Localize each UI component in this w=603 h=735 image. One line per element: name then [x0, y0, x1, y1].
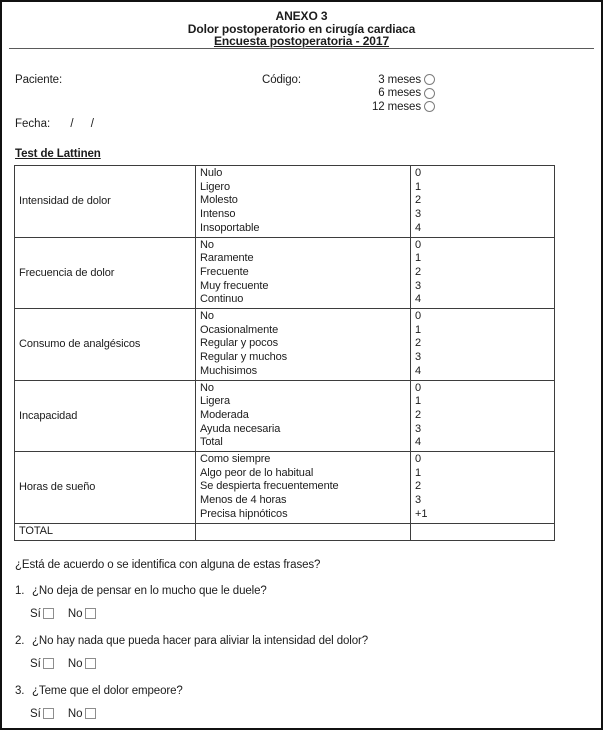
option-label: Se despierta frecuentemente — [200, 480, 339, 493]
question-number: 3. — [15, 685, 25, 697]
header-divider — [9, 48, 594, 49]
si-checkbox-q2[interactable] — [43, 658, 54, 669]
codigo-radio-group — [342, 73, 435, 114]
form-title: ANEXO 3 — [275, 9, 328, 23]
question-block-3 — [15, 685, 591, 721]
form-header — [2, 10, 601, 48]
option-label: Como siempre — [200, 453, 271, 466]
option-label: Molesto — [200, 194, 238, 207]
score-value: 3 — [415, 422, 422, 435]
option-label: Regular y muchos — [200, 351, 288, 364]
values-cell — [411, 452, 555, 524]
question-number: 2. — [15, 635, 25, 647]
option-label: Regular y pocos — [200, 337, 278, 350]
option-label: No — [200, 238, 214, 251]
question-text — [15, 585, 591, 597]
option-label: No — [200, 310, 214, 323]
option-label: Total — [200, 436, 223, 449]
radio-3-meses[interactable] — [424, 74, 435, 85]
options-cell — [196, 237, 411, 309]
option-label: No — [200, 381, 214, 394]
values-cell — [411, 237, 555, 309]
values-cell — [411, 309, 555, 381]
no-label: No — [67, 658, 83, 670]
score-value: 4 — [415, 364, 422, 377]
sino-row — [15, 658, 591, 671]
option-label: Moderada — [200, 408, 249, 421]
option-label: Continuo — [200, 293, 244, 306]
codigo-option-12-meses — [342, 100, 435, 113]
score-value: 0 — [415, 238, 422, 251]
score-value: 0 — [415, 381, 422, 394]
total-score-cell — [411, 523, 555, 540]
question-text — [15, 685, 591, 697]
question-number: 1. — [15, 585, 25, 597]
score-value: 1 — [415, 466, 422, 479]
category-cell: Consumo de analgésicos — [15, 309, 196, 381]
option-label: Raramente — [200, 252, 254, 265]
fecha-field — [15, 118, 94, 130]
options-cell — [196, 452, 411, 524]
radio-6-meses[interactable] — [424, 88, 435, 99]
table-row — [15, 452, 555, 524]
question-block-2 — [15, 635, 591, 671]
values-cell — [411, 166, 555, 238]
no-checkbox-q2[interactable] — [85, 658, 96, 669]
lattinen-table — [14, 165, 555, 541]
sino-row — [15, 608, 591, 621]
total-label-cell: TOTAL — [15, 523, 196, 540]
score-value: 0 — [415, 167, 422, 179]
score-value: 1 — [415, 395, 422, 408]
score-value: 2 — [415, 408, 422, 421]
codigo-option-3-meses — [342, 73, 435, 86]
category-cell: Intensidad de dolor — [15, 166, 196, 238]
score-value: 2 — [415, 265, 422, 278]
category-cell: Frecuencia de dolor — [15, 237, 196, 309]
si-checkbox-q3[interactable] — [43, 708, 54, 719]
options-cell — [196, 309, 411, 381]
score-value: 0 — [415, 310, 422, 323]
fecha-label: Fecha: — [15, 118, 51, 130]
option-label: Menos de 4 horas — [200, 494, 287, 507]
question-label: ¿No deja de pensar en lo mucho que le duele? — [32, 585, 267, 597]
option-label: Insoportable — [200, 221, 260, 234]
section-title-lattinen: Test de Lattinen — [15, 148, 101, 160]
form-subtitle: Dolor postoperatorio en cirugía cardiaca — [187, 21, 416, 36]
questions-section — [15, 559, 591, 735]
score-value: 4 — [415, 221, 422, 234]
options-cell — [196, 380, 411, 452]
codigo-label: Código: — [262, 74, 301, 86]
table-row — [15, 166, 555, 238]
radio-12-meses[interactable] — [424, 101, 435, 112]
total-options-cell — [196, 523, 411, 540]
values-cell — [411, 380, 555, 452]
si-label: Sí — [30, 658, 41, 670]
option-label: Nulo — [200, 167, 223, 179]
option-label: Frecuente — [200, 265, 249, 278]
score-value: 3 — [415, 279, 422, 292]
score-value: 4 — [415, 293, 422, 306]
score-value: 1 — [415, 180, 422, 193]
score-value: 4 — [415, 436, 422, 449]
no-checkbox-q3[interactable] — [85, 708, 96, 719]
option-label: Ligera — [200, 395, 230, 408]
question-block-1 — [15, 585, 591, 621]
option-label: Intenso — [200, 208, 236, 221]
option-label: Precisa hipnóticos — [200, 507, 288, 520]
sino-row — [15, 708, 591, 721]
category-cell: Horas de sueño — [15, 452, 196, 524]
si-label: Sí — [30, 708, 41, 720]
question-label: ¿No hay nada que pueda hacer para aliviar la intensidad del dolor? — [32, 635, 369, 647]
option-label: Ayuda necesaria — [200, 422, 281, 435]
table-row — [15, 380, 555, 452]
score-value: 2 — [415, 480, 422, 493]
no-label: No — [67, 608, 83, 620]
table-row — [15, 309, 555, 381]
si-label: Sí — [30, 608, 41, 620]
option-label: Muy frecuente — [200, 279, 269, 292]
score-value: 2 — [415, 194, 422, 207]
question-text — [15, 635, 591, 647]
questions-intro: ¿Está de acuerdo o se identifica con alguna de estas frases? — [15, 559, 321, 571]
codigo-option-6-meses — [342, 87, 435, 100]
no-checkbox-q1[interactable] — [85, 608, 96, 619]
si-checkbox-q1[interactable] — [43, 608, 54, 619]
score-value: 1 — [415, 323, 422, 336]
score-value: 3 — [415, 208, 422, 221]
score-value: 0 — [415, 453, 422, 466]
score-value: 3 — [415, 494, 422, 507]
options-cell — [196, 166, 411, 238]
option-label: Muchisimos — [200, 364, 258, 377]
codigo-option-label: 3 meses — [378, 73, 421, 86]
paciente-label: Paciente: — [15, 74, 63, 86]
option-label: Ocasionalmente — [200, 323, 279, 336]
score-value: +1 — [415, 507, 428, 520]
category-cell: Incapacidad — [15, 380, 196, 452]
codigo-option-label: 6 meses — [378, 87, 421, 99]
form-subtitle-year: Encuesta postoperatoria - 2017 — [213, 34, 390, 48]
no-label: No — [67, 708, 83, 720]
table-row — [15, 237, 555, 309]
total-row — [15, 523, 555, 540]
fecha-slash: / — [90, 118, 94, 130]
score-value: 2 — [415, 337, 422, 350]
option-label: Ligero — [200, 180, 230, 193]
question-label: ¿Teme que el dolor empeore? — [32, 685, 183, 697]
fecha-slash: / — [70, 118, 74, 130]
score-value: 1 — [415, 252, 422, 265]
option-label: Algo peor de lo habitual — [200, 466, 314, 479]
score-value: 3 — [415, 351, 422, 364]
codigo-option-label: 12 meses — [371, 100, 421, 113]
